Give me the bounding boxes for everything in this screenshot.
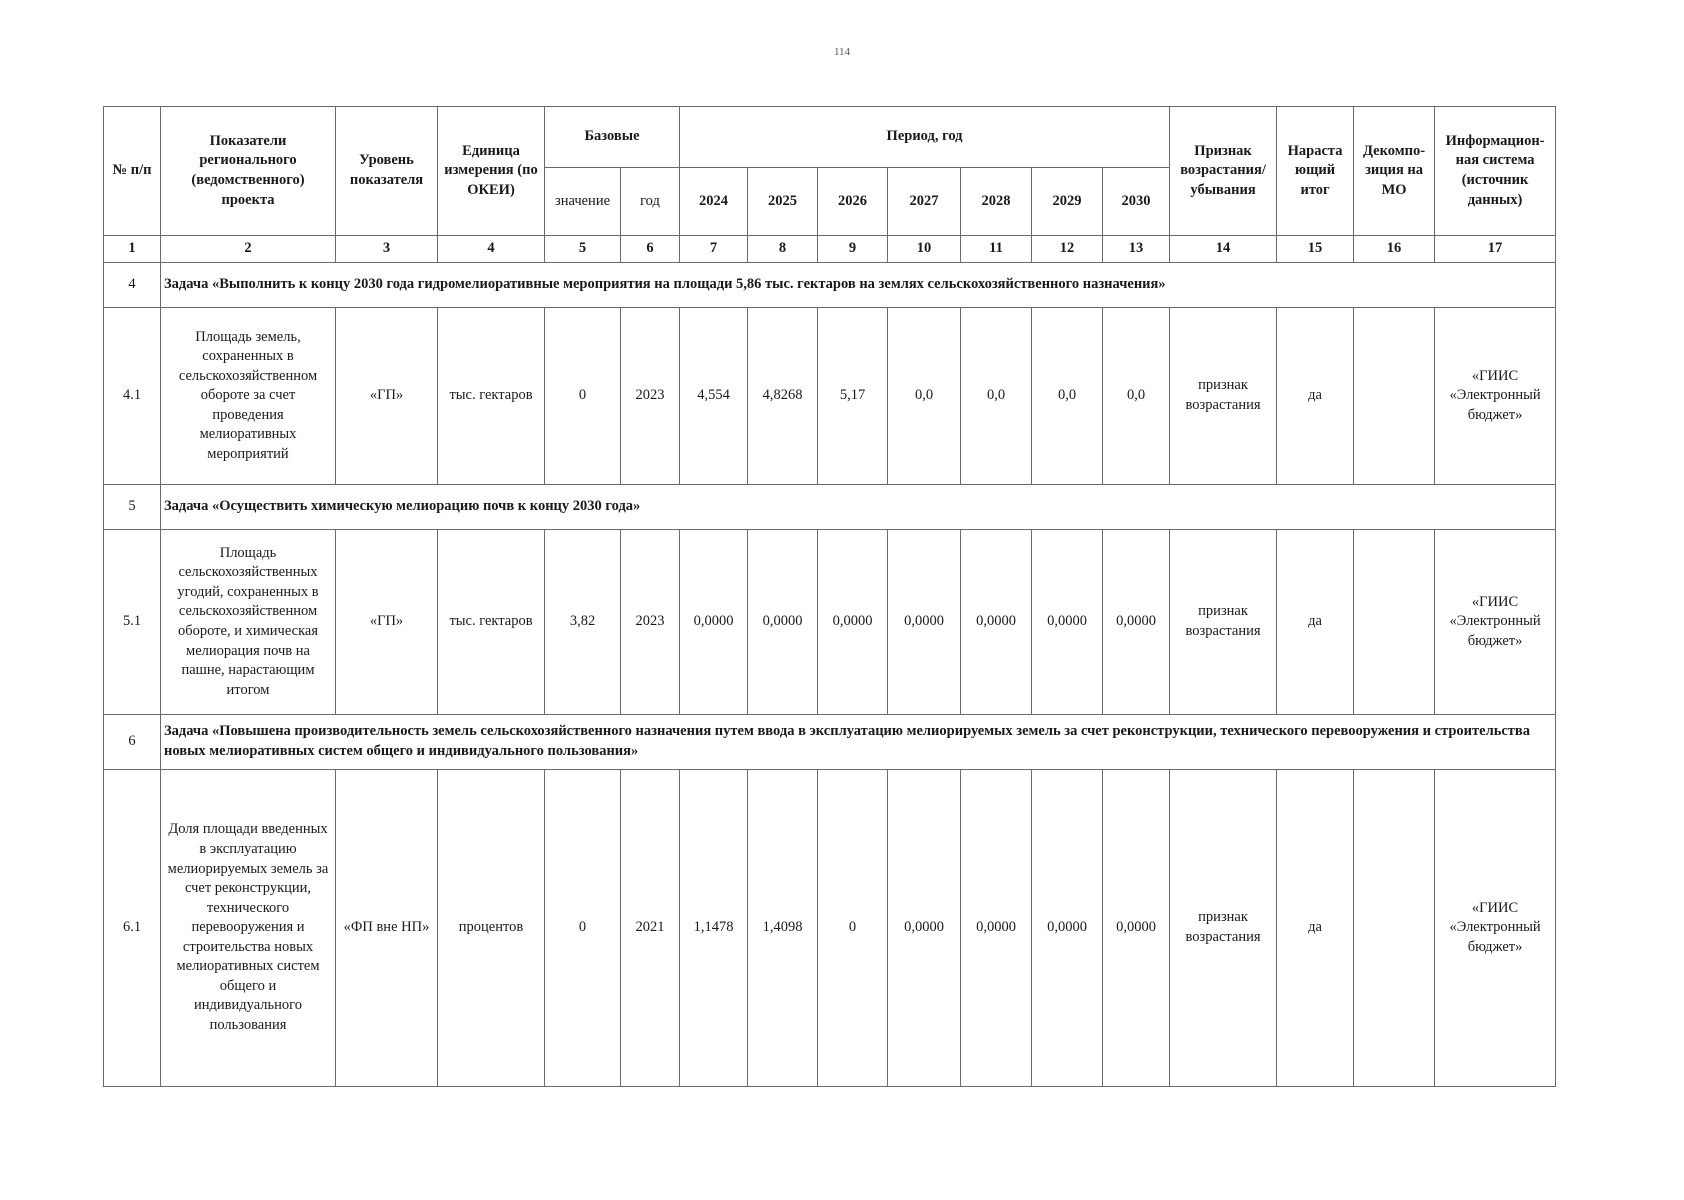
header-year: 2024 bbox=[680, 168, 748, 236]
header-decomp: Декомпо- зиция на МО bbox=[1354, 107, 1435, 236]
column-number: 16 bbox=[1354, 236, 1435, 263]
header-period: Период, год bbox=[680, 107, 1170, 168]
year-value: 4,8268 bbox=[748, 308, 818, 485]
column-number: 8 bbox=[748, 236, 818, 263]
column-number: 14 bbox=[1170, 236, 1277, 263]
column-number: 5 bbox=[545, 236, 621, 263]
year-value: 0,0000 bbox=[1103, 770, 1170, 1087]
task-title: Задача «Повышена производительность земель сельскохозяйственного назначения путем ввода в эксплуатацию мелиорируемых земель за счет реконструкции, технического перевооружения и строительства новых мелиоративных систем общего и индивидуального пользования» bbox=[161, 715, 1556, 770]
year-value: 0,0000 bbox=[888, 530, 961, 715]
unit: тыс. гектаров bbox=[438, 308, 545, 485]
indicator-name: Доля площади введенных в эксплуатацию мелиорируемых земель за счет реконструкции, технического перевооружения и строительства новых мелиоративных систем общего и индивидуального пользования bbox=[161, 770, 336, 1087]
info-system: «ГИИС «Электронный бюджет» bbox=[1435, 530, 1556, 715]
column-number: 6 bbox=[621, 236, 680, 263]
base-value: 3,82 bbox=[545, 530, 621, 715]
task-title: Задача «Выполнить к концу 2030 года гидромелиоративные мероприятия на площади 5,86 тыс. гектаров на землях сельскохозяйственного назначения» bbox=[161, 263, 1556, 308]
task-number: 6 bbox=[104, 715, 161, 770]
header-year: 2026 bbox=[818, 168, 888, 236]
task-row-4 bbox=[104, 263, 1556, 308]
header-info: Информацион- ная система (источник данных) bbox=[1435, 107, 1556, 236]
header-sign: Признак возрастания/ убывания bbox=[1170, 107, 1277, 236]
task-row-5 bbox=[104, 485, 1556, 530]
info-system: «ГИИС «Электронный бюджет» bbox=[1435, 770, 1556, 1087]
year-value: 0,0000 bbox=[680, 530, 748, 715]
year-value: 0,0 bbox=[1032, 308, 1103, 485]
header-base: Базовые bbox=[545, 107, 680, 168]
column-number: 15 bbox=[1277, 236, 1354, 263]
table-row-4-1 bbox=[104, 308, 1556, 485]
table-row-5-1 bbox=[104, 530, 1556, 715]
row-number: 5.1 bbox=[104, 530, 161, 715]
column-number: 11 bbox=[961, 236, 1032, 263]
header-year: 2028 bbox=[961, 168, 1032, 236]
base-year: 2023 bbox=[621, 308, 680, 485]
year-value: 0,0000 bbox=[961, 530, 1032, 715]
year-value: 0,0000 bbox=[888, 770, 961, 1087]
table-row-6-1 bbox=[104, 770, 1556, 1087]
decomposition bbox=[1354, 308, 1435, 485]
year-value: 4,554 bbox=[680, 308, 748, 485]
header-year: 2025 bbox=[748, 168, 818, 236]
task-number: 5 bbox=[104, 485, 161, 530]
year-value: 5,17 bbox=[818, 308, 888, 485]
base-value: 0 bbox=[545, 770, 621, 1087]
column-number: 1 bbox=[104, 236, 161, 263]
header-level: Уровень показателя bbox=[336, 107, 438, 236]
column-number: 12 bbox=[1032, 236, 1103, 263]
header-year: 2030 bbox=[1103, 168, 1170, 236]
page-number: 114 bbox=[833, 46, 851, 58]
row-number: 4.1 bbox=[104, 308, 161, 485]
header-year: 2027 bbox=[888, 168, 961, 236]
header-base-year: год bbox=[621, 168, 680, 236]
header-indicator: Показатели регионального (ведомственного) проекта bbox=[161, 107, 336, 236]
growth-sign: признак возрастания bbox=[1170, 770, 1277, 1087]
indicator-name: Площадь земель, сохраненных в сельскохозяйственном обороте за счет проведения мелиоративных мероприятий bbox=[161, 308, 336, 485]
year-value: 1,1478 bbox=[680, 770, 748, 1087]
base-year: 2021 bbox=[621, 770, 680, 1087]
indicator-level: «ГП» bbox=[336, 308, 438, 485]
column-number: 9 bbox=[818, 236, 888, 263]
year-value: 0,0 bbox=[961, 308, 1032, 485]
cumulative: да bbox=[1277, 308, 1354, 485]
indicator-name: Площадь сельскохозяйственных угодий, сохраненных в сельскохозяйственном обороте, и химическая мелиорация почв на пашне, нарастающим итогом bbox=[161, 530, 336, 715]
year-value: 0,0000 bbox=[1032, 530, 1103, 715]
decomposition bbox=[1354, 770, 1435, 1087]
column-number: 2 bbox=[161, 236, 336, 263]
base-year: 2023 bbox=[621, 530, 680, 715]
year-value: 0,0 bbox=[888, 308, 961, 485]
column-number: 4 bbox=[438, 236, 545, 263]
column-number: 13 bbox=[1103, 236, 1170, 263]
year-value: 0 bbox=[818, 770, 888, 1087]
indicators-table bbox=[103, 106, 1556, 1087]
task-number: 4 bbox=[104, 263, 161, 308]
header-unit: Единица измерения (по ОКЕИ) bbox=[438, 107, 545, 236]
year-value: 0,0000 bbox=[748, 530, 818, 715]
growth-sign: признак возрастания bbox=[1170, 530, 1277, 715]
column-number: 10 bbox=[888, 236, 961, 263]
header-base-value: значение bbox=[545, 168, 621, 236]
header-cumulative: Нараста ющий итог bbox=[1277, 107, 1354, 236]
column-number: 7 bbox=[680, 236, 748, 263]
indicator-level: «ФП вне НП» bbox=[336, 770, 438, 1087]
unit: тыс. гектаров bbox=[438, 530, 545, 715]
base-value: 0 bbox=[545, 308, 621, 485]
year-value: 0,0 bbox=[1103, 308, 1170, 485]
column-numbers-row bbox=[104, 236, 1556, 263]
task-title: Задача «Осуществить химическую мелиорацию почв к концу 2030 года» bbox=[161, 485, 1556, 530]
task-row-6 bbox=[104, 715, 1556, 770]
year-value: 0,0000 bbox=[1103, 530, 1170, 715]
year-value: 1,4098 bbox=[748, 770, 818, 1087]
header-year: 2029 bbox=[1032, 168, 1103, 236]
header-row-top bbox=[104, 107, 1556, 168]
year-value: 0,0000 bbox=[818, 530, 888, 715]
cumulative: да bbox=[1277, 530, 1354, 715]
year-value: 0,0000 bbox=[961, 770, 1032, 1087]
decomposition bbox=[1354, 530, 1435, 715]
column-number: 17 bbox=[1435, 236, 1556, 263]
header-num: № п/п bbox=[104, 107, 161, 236]
column-number: 3 bbox=[336, 236, 438, 263]
row-number: 6.1 bbox=[104, 770, 161, 1087]
unit: процентов bbox=[438, 770, 545, 1087]
indicator-level: «ГП» bbox=[336, 530, 438, 715]
year-value: 0,0000 bbox=[1032, 770, 1103, 1087]
cumulative: да bbox=[1277, 770, 1354, 1087]
info-system: «ГИИС «Электронный бюджет» bbox=[1435, 308, 1556, 485]
growth-sign: признак возрастания bbox=[1170, 308, 1277, 485]
